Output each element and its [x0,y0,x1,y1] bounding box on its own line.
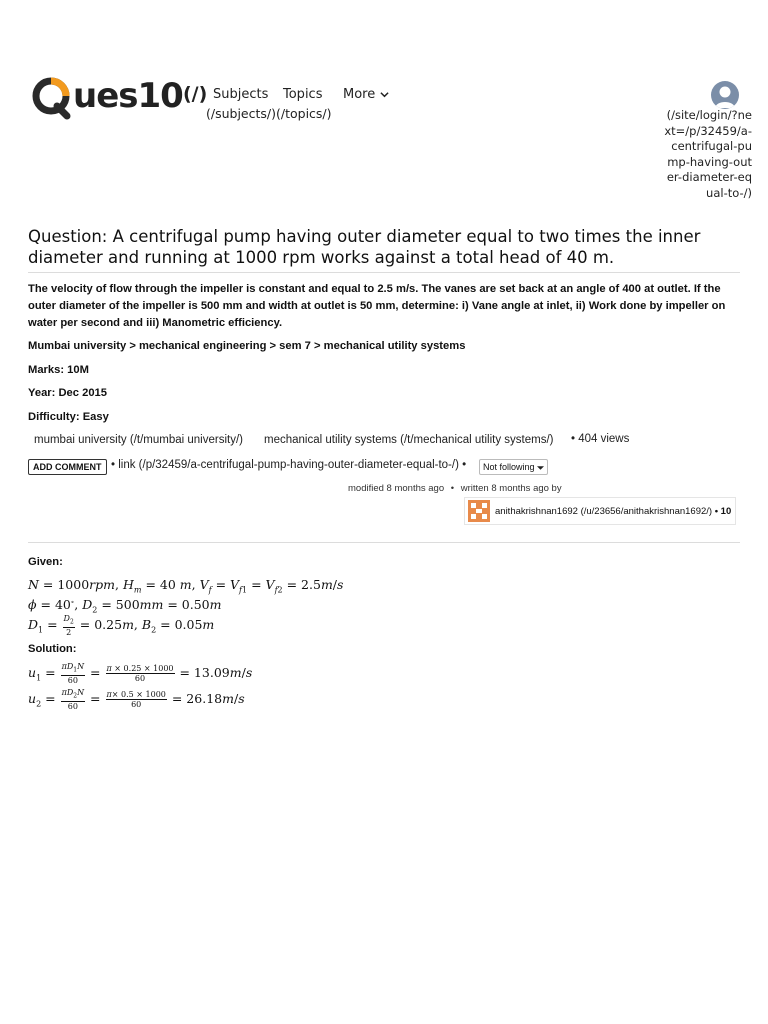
equation-u1: $u_1$ = $\frac{\pi D_1N}{60}$ = $\frac{\pi \times 0.25 \times 1000}{60}$ = 13.09m/s [28,662,253,685]
fraction: $\frac{\pi \times 0.25 \times 1000}{60}$ [106,663,174,683]
caret-down-icon [537,465,544,471]
equation-given-2: ϕ = 40∘, $D_2 = 500mm = 0.50m$ [28,597,222,615]
author-score: • 10 [714,505,732,517]
question-title: Question: A centrifugal pump having outer diameter equal to two times the inner diameter and running at 1000 rpm works against a total head of 40 m. [28,227,701,267]
post-meta [348,483,562,494]
fraction: $\frac{\pi D_1N}{60}$ [61,662,85,685]
fraction: $\frac{D_2}{2}$ [63,614,74,637]
nav-subjects[interactable]: Subjects [213,87,269,102]
view-count: • 404 views [571,433,630,445]
add-comment-button[interactable]: ADD COMMENT [28,459,107,475]
follow-label: Not following [483,462,535,472]
nav-more-label: More [343,87,376,102]
logo-text: ues10 [73,76,183,116]
user-avatar-icon[interactable] [711,81,739,109]
fraction: $\frac{\pi D_2N}{60}$ [61,688,85,711]
ques10-logo[interactable] [31,74,183,118]
divider [28,272,740,273]
question-body: The velocity of flow through the impeller is constant and equal to 2.5 m/s. The vanes are set back at an angle of 400 at outlet. If the outer diameter of the impeller is 500 mm and width at outlet is 50 mm, determine: i) Vane angle at inlet, ii) Work done by impeller on water per second and iii) Manometric efficiency. [28,283,726,329]
equation-given-3: $D_1$ = $\frac{D_2}{2}$ = 0.25m, $B_2 = 0.05m$ [28,614,215,637]
equation-given-1: N = 1000rpm, $H_m = 40$ m, $V_f = V_{f1} = V_{f2} = 2.5m/s$ [28,577,344,595]
difficulty: Difficulty: Easy [28,411,109,423]
follow-dropdown[interactable] [479,459,548,475]
author-link[interactable]: anithakrishnan1692 (/u/23656/anithakrishnan1692/) [495,505,713,517]
nav-topics[interactable]: Topics [283,87,323,102]
equation-u2: $u_2$ = $\frac{\pi D_2N}{60}$ = $\frac{\pi\times 0.5 \times 1000}{60}$ = 26.18m/s [28,688,245,711]
marks: Marks: 10M [28,364,89,376]
answer-divider [28,542,740,543]
tag-mumbai-university[interactable]: mumbai university (/t/mumbai university/) [34,434,243,446]
given-label: Given: [28,556,63,568]
permalink[interactable]: • link (/p/32459/a-centrifugal-pump-having-outer-diameter-equal-to-/) • [111,459,467,471]
fraction: $\frac{\pi\times 0.5 \times 1000}{60}$ [106,689,166,709]
author-name[interactable] [495,506,731,517]
meta-separator: • [450,483,455,494]
chevron-down-icon [380,90,389,99]
nav-more[interactable] [343,87,389,102]
author-avatar-icon [468,500,490,522]
breadcrumb[interactable]: Mumbai university > mechanical engineering > sem 7 > mechanical utility systems [28,340,466,352]
nav-sub-links[interactable]: (/subjects/)(/topics/) [206,106,332,121]
author-card[interactable] [464,497,736,525]
modified-time: modified 8 months ago [348,483,445,494]
logo-q-mark [31,76,71,116]
home-link[interactable]: (/) [183,83,208,105]
tag-mechanical-utility-systems[interactable]: mechanical utility systems (/t/mechanical utility systems/) [264,434,554,446]
written-time: written 8 months ago by [460,483,562,494]
login-link[interactable]: (/site/login/?next=/p/32459/a-centrifugal-pump-having-outer-diameter-equal-to-/) [664,108,752,200]
solution-label: Solution: [28,643,77,655]
year: Year: Dec 2015 [28,387,107,399]
